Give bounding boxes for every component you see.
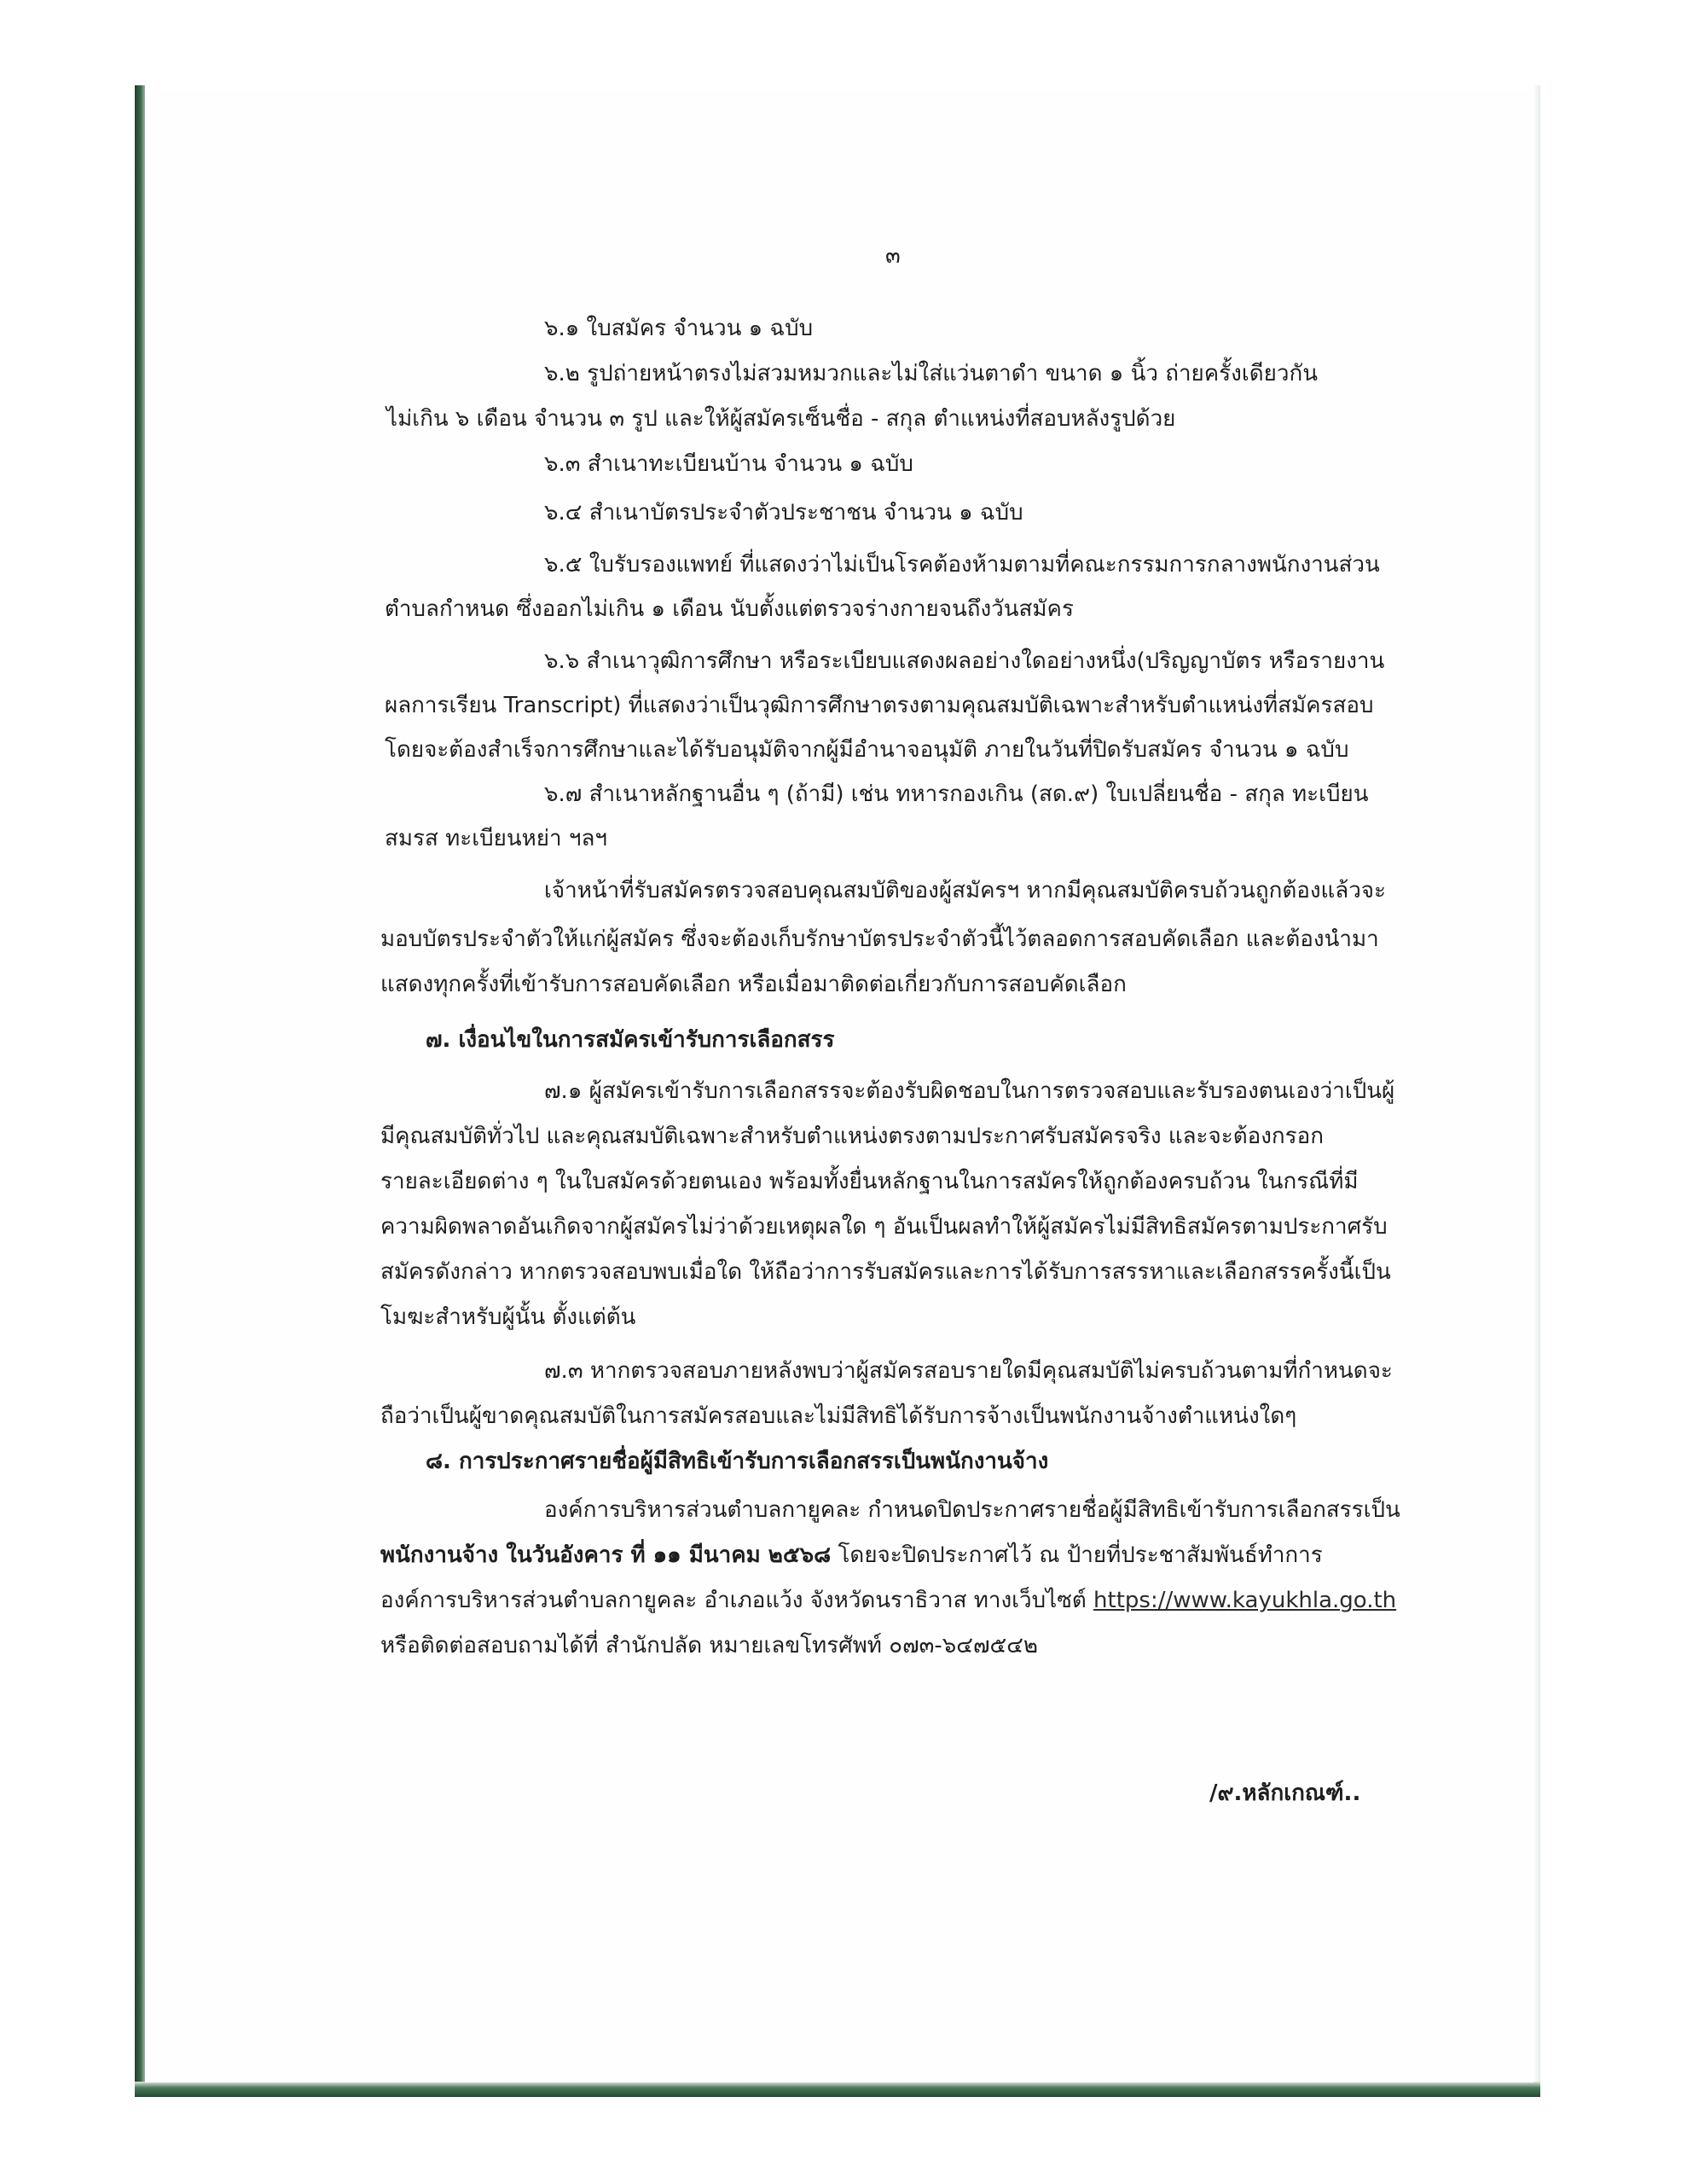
section-8-contact-line: หรือติดต่อสอบถามได้ที่ สำนักปลัด หมายเลขโทรศัพท์ ๐๗๓-๖๔๗๕๔๒ [380, 1633, 1039, 1658]
website-link[interactable]: https://www.kayukhla.go.th [1093, 1588, 1397, 1613]
paper-edge-right [1533, 85, 1540, 2090]
item-7-1: ๗.๑ ผู้สมัครเข้ารับการเลือกสรรจะต้องรับผิดชอบในการตรวจสอบและรับรองตนเองว่าเป็นผู้ [544, 1078, 1395, 1104]
item-6-5-cont: ตำบลกำหนด ซึ่งออกไม่เกิน ๑ เดือน นับตั้งแต่ตรวจร่างกายจนถึงวันสมัคร [385, 596, 1074, 622]
section-8-heading: ๘. การประกาศรายชื่อผู้มีสิทธิเข้ารับการเลือกสรรเป็นพนักงานจ้าง [426, 1449, 1049, 1474]
item-6-1: ๖.๑ ใบสมัคร จำนวน ๑ ฉบับ [544, 316, 814, 341]
item-6-2-cont: ไม่เกิน ๖ เดือน จำนวน ๓ รูป และให้ผู้สมัครเซ็นชื่อ - สกุล ตำแหน่งที่สอบหลังรูปด้วย [386, 406, 1176, 432]
paragraph-officer-check-cont-2: แสดงทุกครั้งที่เข้ารับการสอบคัดเลือก หรือเมื่อมาติดต่อเกี่ยวกับการสอบคัดเลือก [380, 972, 1127, 997]
item-7-3: ๗.๓ หากตรวจสอบภายหลังพบว่าผู้สมัครสอบรายใดมีคุณสมบัติไม่ครบถ้วนตามที่กำหนดจะ [544, 1358, 1393, 1384]
item-6-3: ๖.๓ สำเนาทะเบียนบ้าน จำนวน ๑ ฉบับ [544, 451, 913, 477]
paragraph-officer-check-cont-1: มอบบัตรประจำตัวให้แก่ผู้สมัคร ซึ่งจะต้องเก็บรักษาบัตรประจำตัวนี้ไว้ตลอดการสอบคัดเลือก และต้องนำมา [380, 926, 1379, 952]
item-6-2: ๖.๒ รูปถ่ายหน้าตรงไม่สวมหมวกและไม่ใส่แว่นตาดำ ขนาด ๑ นิ้ว ถ่ายครั้งเดียวกัน [544, 361, 1318, 386]
page-number: ๓ [885, 243, 901, 269]
item-7-1-cont-4: สมัครดังกล่าว หากตรวจสอบพบเมื่อใด ให้ถือว่าการรับสมัครและการได้รับการสรรหาและเลือกสรรครั้งนี้เป็น [380, 1259, 1391, 1285]
item-6-6-cont-2: โดยจะต้องสำเร็จการศึกษาและได้รับอนุมัติจากผู้มีอำนาจอนุมัติ ภายในวันที่ปิดรับสมัคร จำนวน ๑ ฉบับ [385, 737, 1349, 763]
item-7-1-cont-3: ความผิดพลาดอันเกิดจากผู้สมัครไม่ว่าด้วยเหตุผลใด ๆ อันเป็นผลทำให้ผู้สมัครไม่มีสิทธิสมัครตามประกาศรับ [380, 1214, 1388, 1240]
item-6-5: ๖.๕ ใบรับรองแพทย์ ที่แสดงว่าไม่เป็นโรคต้องห้ามตามที่คณะกรรมการกลางพนักงานส่วน [544, 552, 1380, 578]
item-7-1-cont-2: รายละเอียดต่าง ๆ ในใบสมัครด้วยตนเอง พร้อมทั้งยื่นหลักฐานในการสมัครให้ถูกต้องครบถ้วน ในกรณีที่มี [380, 1169, 1359, 1194]
item-6-4: ๖.๔ สำเนาบัตรประจำตัวประชาชน จำนวน ๑ ฉบับ [544, 500, 1023, 526]
item-6-6-cont-1: ผลการเรียน Transcript) ที่แสดงว่าเป็นวุฒิการศึกษาตรงตามคุณสมบัติเฉพาะสำหรับตำแหน่งที่สมัครสอบ [385, 693, 1374, 718]
item-7-3-cont: ถือว่าเป็นผู้ขาดคุณสมบัติในการสมัครสอบและไม่มีสิทธิได้รับการจ้างเป็นพนักงานจ้างตำแหน่งใดๆ [380, 1403, 1297, 1429]
item-7-1-cont-1: มีคุณสมบัติทั่วไป และคุณสมบัติเฉพาะสำหรับตำแหน่งตรงตามประกาศรับสมัครจริง และจะต้องกรอก [380, 1124, 1324, 1149]
binder-edge-left [135, 85, 145, 2094]
item-6-6: ๖.๖ สำเนาวุฒิการศึกษา หรือระเบียบแสดงผลอย่างใดอย่างหนึ่ง(ปริญญาบัตร หรือรายงาน [544, 648, 1385, 674]
item-6-7: ๖.๗ สำเนาหลักฐานอื่น ๆ (ถ้ามี) เช่น ทหารกองเกิน (สด.๙) ใบเปลี่ยนชื่อ - สกุล ทะเบียน [544, 781, 1369, 807]
section-7-heading: ๗. เงื่อนไขในการสมัครเข้ารับการเลือกสรร [426, 1027, 835, 1053]
section-8-website-line [380, 1586, 1396, 1615]
section-8-paragraph: องค์การบริหารส่วนตำบลกายูคละ กำหนดปิดประกาศรายชื่อผู้มีสิทธิเข้ารับการเลือกสรรเป็น [544, 1497, 1400, 1523]
website-line-text: องค์การบริหารส่วนตำบลกายูคละ อำเภอแว้ง จังหวัดนราธิวาส ทางเว็บไซต์ [380, 1588, 1094, 1613]
announcement-location: โดยจะปิดประกาศไว้ ณ ป้ายที่ประชาสัมพันธ์ทำการ [831, 1542, 1323, 1568]
item-7-1-cont-5: โมฆะสำหรับผู้นั้น ตั้งแต่ต้น [380, 1304, 636, 1330]
announcement-date: พนักงานจ้าง ในวันอังคาร ที่ ๑๑ มีนาคม ๒๕๖๘ [380, 1542, 832, 1568]
continuation-marker: /๙.หลักเกณฑ์.. [1209, 1780, 1361, 1806]
item-6-7-cont: สมรส ทะเบียนหย่า ฯลฯ [385, 826, 607, 851]
paragraph-officer-check: เจ้าหน้าที่รับสมัครตรวจสอบคุณสมบัติของผู้สมัครฯ หากมีคุณสมบัติครบถ้วนถูกต้องแล้วจะ [544, 878, 1387, 903]
binder-edge-bottom [135, 2082, 1540, 2097]
section-8-date-line [380, 1541, 1323, 1570]
